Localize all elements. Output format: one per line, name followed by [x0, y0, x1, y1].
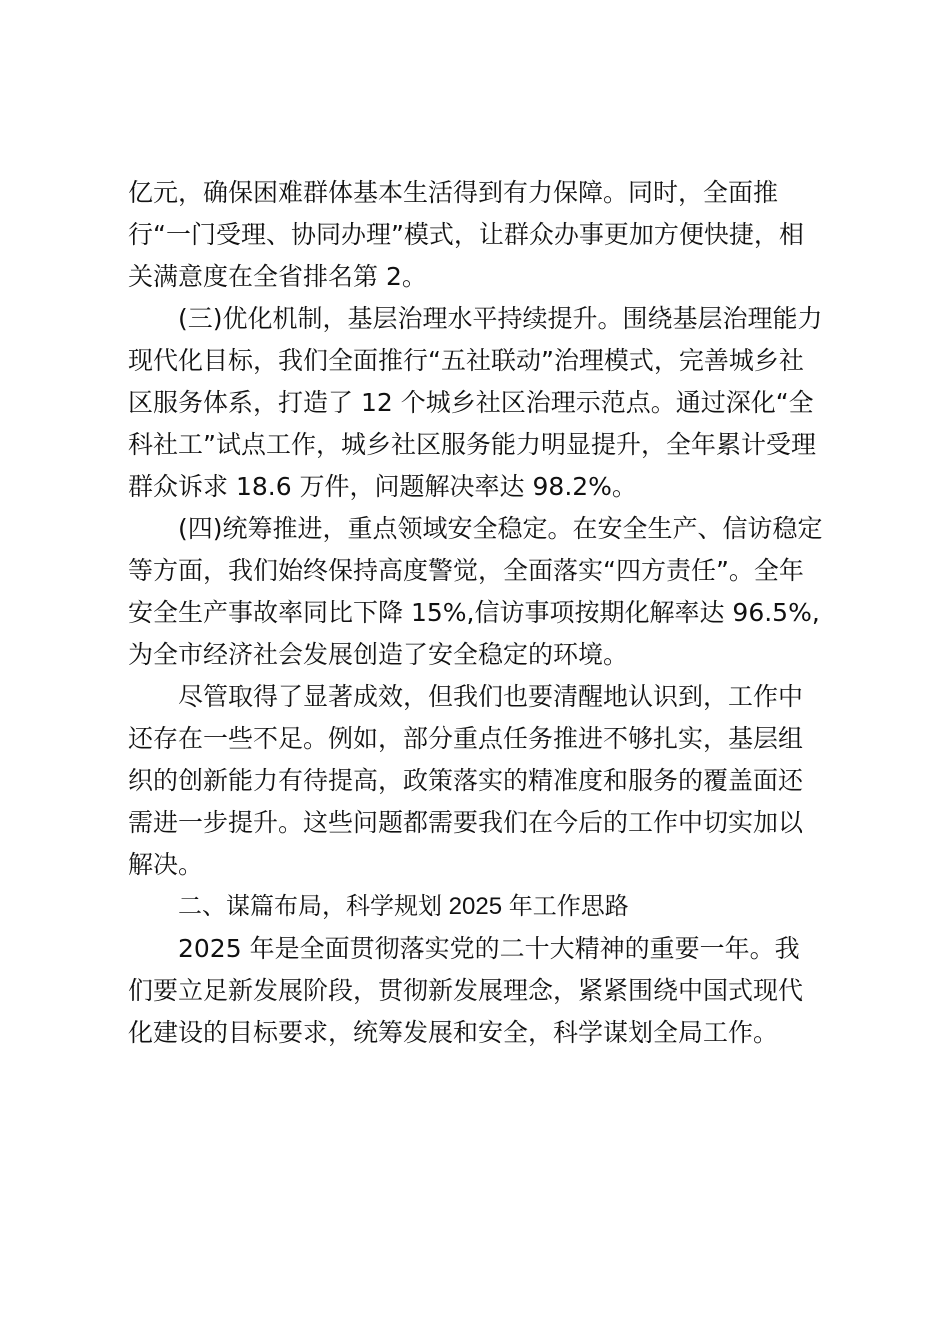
document-body [128, 172, 838, 1054]
paragraph-start-line: (三)优化机制，基层治理水平持续提升。围绕基层治理能力 [178, 304, 823, 333]
body-line: 织的创新能力有待提高，政策落实的精准度和服务的覆盖面还 [128, 766, 804, 795]
paragraph-start-line: (四)统筹推进，重点领域安全稳定。在安全生产、信访稳定 [178, 514, 823, 543]
body-line: 亿元，确保困难群体基本生活得到有力保障。同时，全面推 [128, 178, 779, 207]
body-line: 化建设的目标要求，统筹发展和安全，科学谋划全局工作。 [128, 1018, 779, 1047]
paragraph-start-line: 尽管取得了显著成效，但我们也要清醒地认识到，工作中 [178, 682, 804, 711]
body-line: 解决。 [128, 850, 204, 879]
body-line: 行“一门受理、协同办理”模式，让群众办事更加方便快捷，相 [128, 220, 804, 249]
body-line: 科社工”试点工作，城乡社区服务能力明显提升，全年累计受理 [128, 430, 816, 459]
body-line: 现代化目标，我们全面推行“五社联动”治理模式，完善城乡社 [128, 346, 804, 375]
paragraph-start-line: 2025 年是全面贯彻落实党的二十大精神的重要一年。我 [178, 934, 800, 963]
body-line: 为全市经济社会发展创造了安全稳定的环境。 [128, 640, 629, 669]
body-line: 区服务体系，打造了 12 个城乡社区治理示范点。通过深化“全 [128, 388, 814, 417]
body-line: 关满意度在全省排名第 2。 [128, 262, 427, 291]
body-line: 群众诉求 18.6 万件，问题解决率达 98.2%。 [128, 472, 637, 501]
body-line: 们要立足新发展阶段，贯彻新发展理念，紧紧围绕中国式现代 [128, 976, 804, 1005]
body-line: 需进一步提升。这些问题都需要我们在今后的工作中切实加以 [128, 808, 804, 837]
body-line: 等方面，我们始终保持高度警觉，全面落实“四方责任”。全年 [128, 556, 804, 585]
body-line: 还存在一些不足。例如，部分重点任务推进不够扎实，基层组 [128, 724, 804, 753]
body-line: 安全生产事故率同比下降 15%,信访事项按期化解率达 96.5%, [128, 598, 820, 627]
section-heading: 二、谋篇布局，科学规划 2025 年工作思路 [178, 893, 629, 920]
